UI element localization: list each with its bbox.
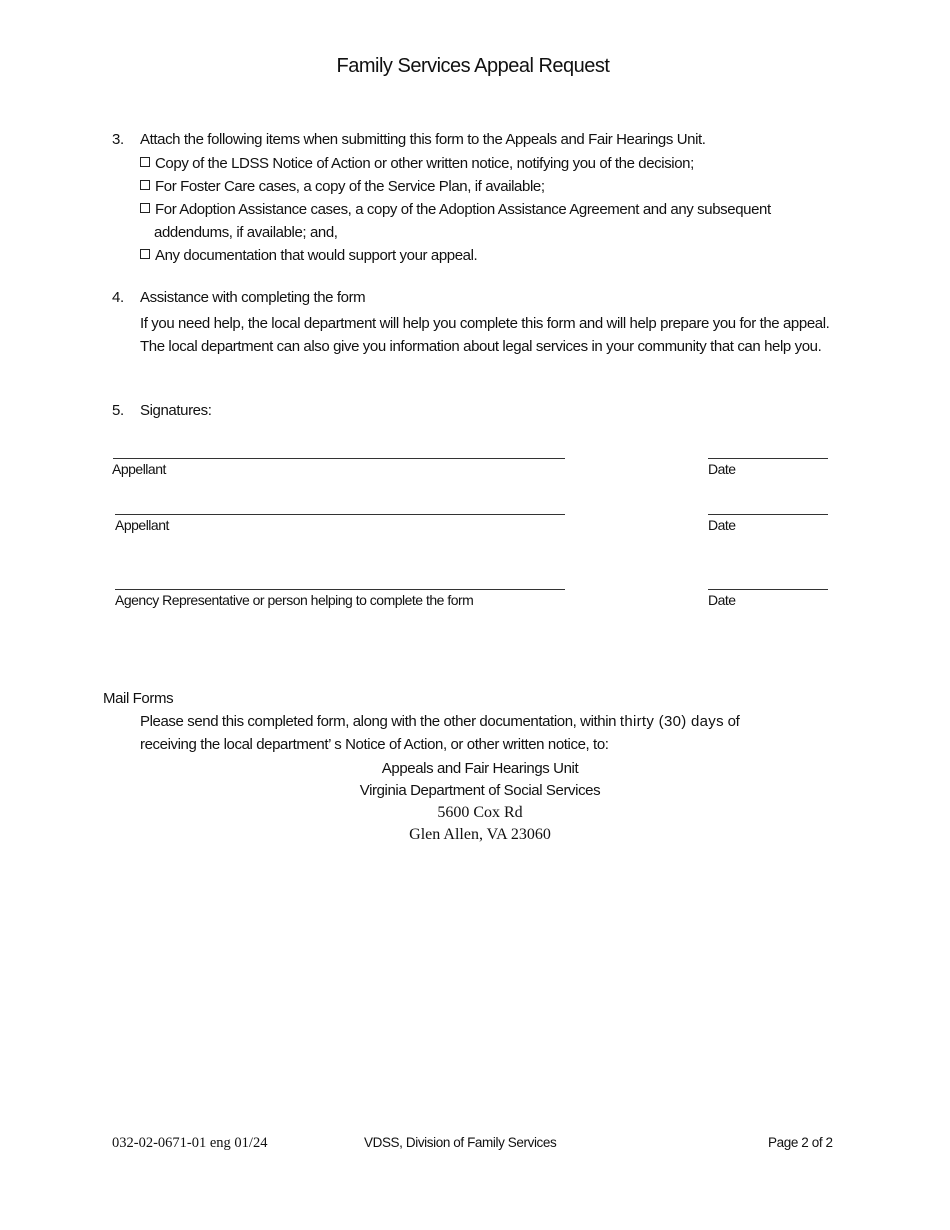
mail-forms-body-line1: Please send this completed form, along with the other documentation, within thirty (30) days of [140,713,740,730]
section-4-body: If you need help, the local department will help you complete this form and will help prepare you for the appeal. The local department can also give you information about legal services in your community that can help you. [140,315,830,355]
checklist-item: Copy of the LDSS Notice of Action or other written notice, notifying you of the decision; [140,152,771,175]
checkbox-icon[interactable] [140,180,150,190]
checkbox-icon[interactable] [140,249,150,259]
page-title: Family Services Appeal Request [336,55,610,77]
appellant-signature-line[interactable] [113,458,565,459]
date-line[interactable] [708,514,828,515]
date-line[interactable] [708,589,828,590]
address-dept: Virginia Department of Social Services [359,782,601,799]
checklist-item: For Adoption Assistance cases, a copy of the Adoption Assistance Agreement and any subsequent [140,198,771,221]
footer-form-id: 032-02-0671-01 eng 01/24 [112,1135,268,1151]
footer-agency: VDSS, Division of Family Services [364,1135,557,1150]
signature-label: Agency Representative or person helping to complete the form [115,592,474,608]
attachments-checklist [140,152,771,267]
deadline-text: thirty (30) days [619,713,724,730]
agency-signature-line[interactable] [115,589,565,590]
checkbox-icon[interactable] [140,203,150,213]
signature-label: Appellant [112,461,166,477]
signature-label: Appellant [115,517,169,533]
section-5-number: 5. [112,402,124,419]
appellant-signature-line[interactable] [115,514,565,515]
section-4-number: 4. [112,289,124,306]
section-4-heading: Assistance with completing the form [140,289,366,306]
mailing-address [0,758,950,846]
date-line[interactable] [708,458,828,459]
checklist-item: Any documentation that would support your appeal. [140,244,771,267]
checkbox-icon[interactable] [140,157,150,167]
mail-forms-heading: Mail Forms [103,690,174,707]
date-label: Date [708,517,736,533]
date-label: Date [708,592,736,608]
checklist-item: For Foster Care cases, a copy of the Service Plan, if available; [140,175,771,198]
address-org: Appeals and Fair Hearings Unit [381,760,579,777]
mail-forms-body-line2: receiving the local department’ s Notice of Action, or other written notice, to: [140,736,609,753]
address-street: 5600 Cox Rd [437,804,523,821]
checklist-item-continuation: addendums, if available; and, [154,224,338,241]
footer-page-number: Page 2 of 2 [768,1135,833,1150]
date-label: Date [708,461,736,477]
section-3-number: 3. [112,131,124,148]
address-city: Glen Allen, VA 23060 [409,826,551,843]
section-3-heading: Attach the following items when submitting this form to the Appeals and Fair Hearings Unit. [140,131,706,148]
section-5-heading: Signatures: [140,402,212,419]
